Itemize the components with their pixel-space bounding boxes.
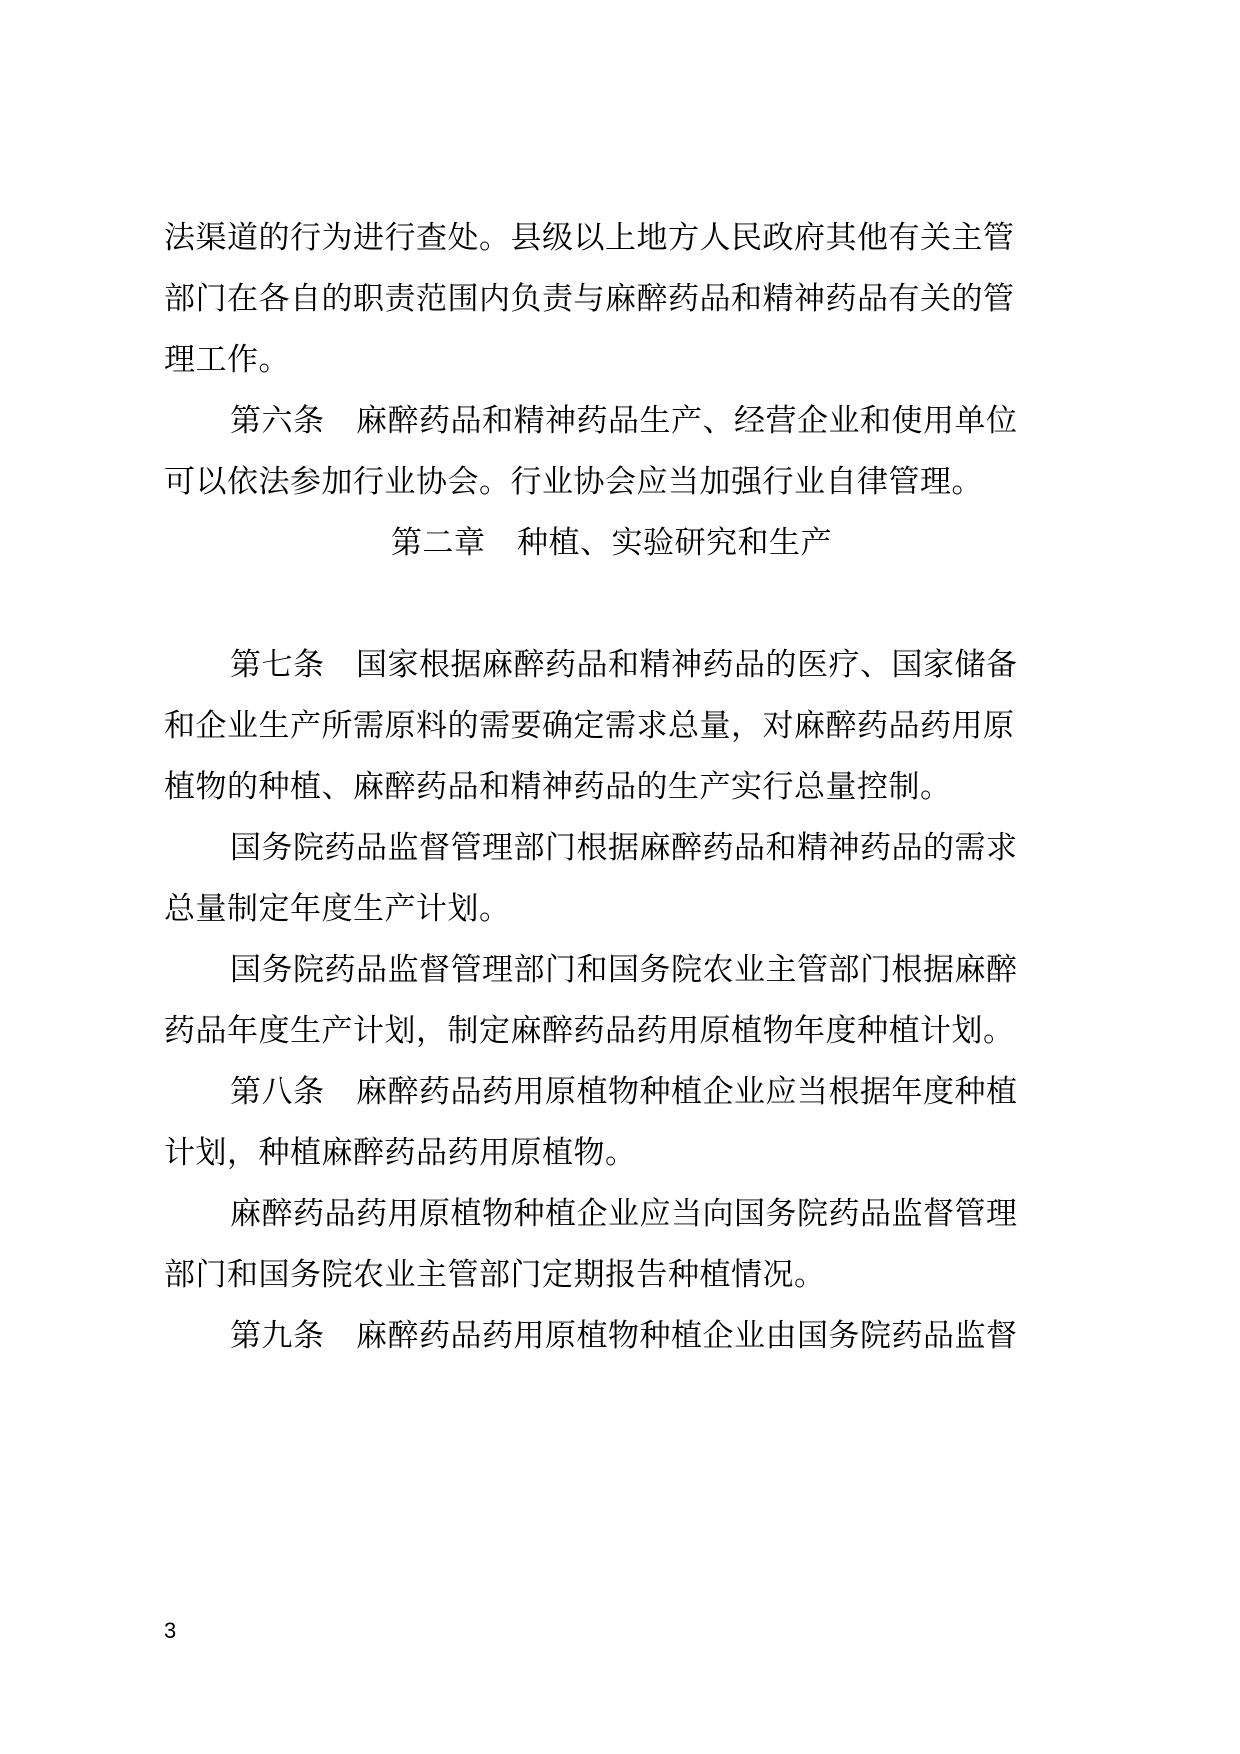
article-7-line: 第七条 国家根据麻醉药品和精神药品的医疗、国家储备 — [230, 647, 1018, 683]
paragraph-line: 药品年度生产计划，制定麻醉药品药用原植物年度种植计划。 — [164, 1013, 1015, 1049]
chapter-heading: 第二章 种植、实验研究和生产 — [391, 525, 832, 561]
paragraph-line: 部门在各自的职责范围内负责与麻醉药品和精神药品有关的管 — [164, 281, 1015, 317]
paragraph-line: 植物的种植、麻醉药品和精神药品的生产实行总量控制。 — [164, 769, 952, 805]
paragraph-line: 国务院药品监督管理部门根据麻醉药品和精神药品的需求 — [230, 830, 1018, 866]
paragraph-line: 理工作。 — [164, 342, 290, 378]
paragraph-line: 可以依法参加行业协会。行业协会应当加强行业自律管理。 — [164, 464, 983, 500]
article-8-line: 第八条 麻醉药品药用原植物种植企业应当根据年度种植 — [230, 1074, 1018, 1110]
article-9-line: 第九条 麻醉药品药用原植物种植企业由国务院药品监督 — [230, 1318, 1018, 1354]
paragraph-line: 国务院药品监督管理部门和国务院农业主管部门根据麻醉 — [230, 952, 1018, 988]
paragraph-line: 部门和国务院农业主管部门定期报告种植情况。 — [164, 1257, 826, 1293]
page-number: 3 — [164, 1618, 177, 1643]
paragraph-line: 计划，种植麻醉药品药用原植物。 — [164, 1135, 637, 1171]
paragraph-line: 法渠道的行为进行查处。县级以上地方人民政府其他有关主管 — [164, 220, 1015, 256]
paragraph-line: 和企业生产所需原料的需要确定需求总量，对麻醉药品药用原 — [164, 708, 1015, 744]
paragraph-line: 麻醉药品药用原植物种植企业应当向国务院药品监督管理 — [230, 1196, 1018, 1232]
paragraph-line: 总量制定年度生产计划。 — [164, 891, 511, 927]
article-6-line: 第六条 麻醉药品和精神药品生产、经营企业和使用单位 — [230, 403, 1018, 439]
